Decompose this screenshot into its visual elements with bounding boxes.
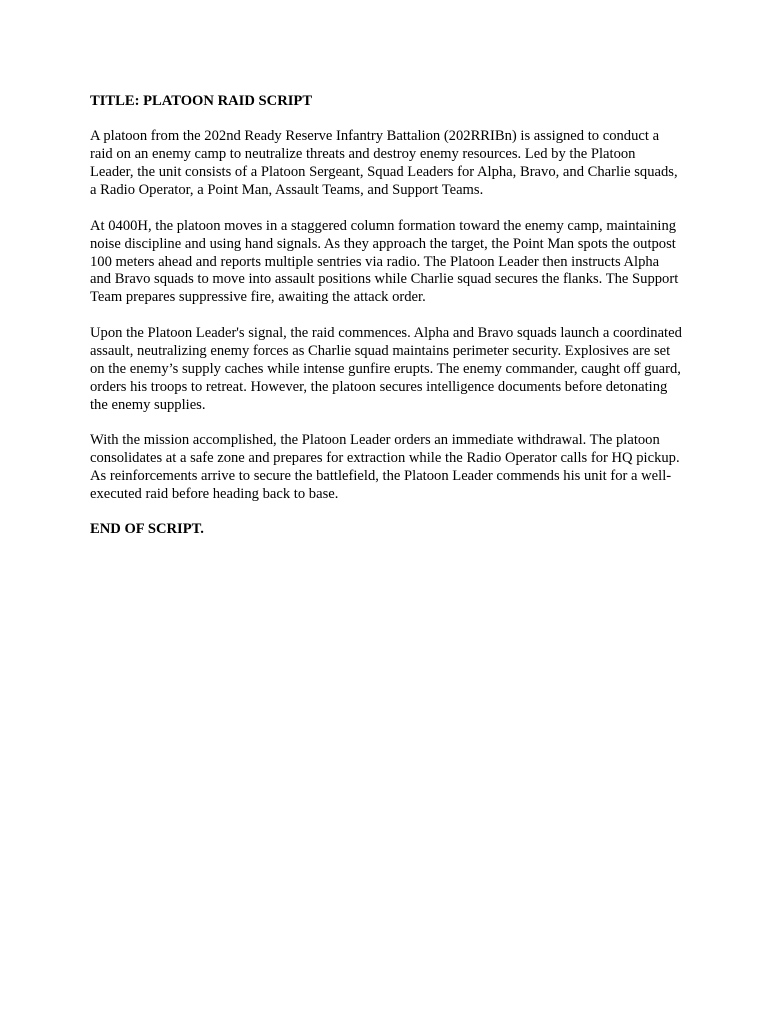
end-of-script: END OF SCRIPT. [90,521,204,538]
paragraph-approach: At 0400H, the platoon moves in a staggered column formation toward the enemy camp, maintaining noise discipline and using hand signals. As they approach the target, the Point Man spots the outpost 100 meters ahead and reports multiple sentries via radio. The Platoon Leader then instructs Alpha and Bravo squads to move into assault positions while Charlie squad secures the flanks. The Support Team prepares suppressive fire, awaiting the attack order. [90,217,679,306]
paragraph-assault: Upon the Platoon Leader's signal, the raid commences. Alpha and Bravo squads launch a coordinated assault, neutralizing enemy forces as Charlie squad maintains perimeter security. Explosives are set on the enemy’s supply caches while intense gunfire erupts. The enemy commander, caught off guard, orders his troops to retreat. However, the platoon secures intelligence documents before detonating the enemy supplies. [90,324,682,413]
document-page [90,93,682,539]
paragraph-briefing: A platoon from the 202nd Ready Reserve Infantry Battalion (202RRIBn) is assigned to conduct a raid on an enemy camp to neutralize threats and destroy enemy resources. Led by the Platoon Leader, the unit consists of a Platoon Sergeant, Squad Leaders for Alpha, Bravo, and Charlie squads, a Radio Operator, a Point Man, Assault Teams, and Support Teams. [90,128,678,199]
paragraph-withdrawal: With the mission accomplished, the Platoon Leader orders an immediate withdrawal. The platoon consolidates at a safe zone and prepares for extraction while the Radio Operator calls for HQ pickup. As reinforcements arrive to secure the battlefield, the Platoon Leader commends his unit for a well-executed raid before heading back to base. [90,432,680,502]
document-title: TITLE: PLATOON RAID SCRIPT [90,93,313,109]
